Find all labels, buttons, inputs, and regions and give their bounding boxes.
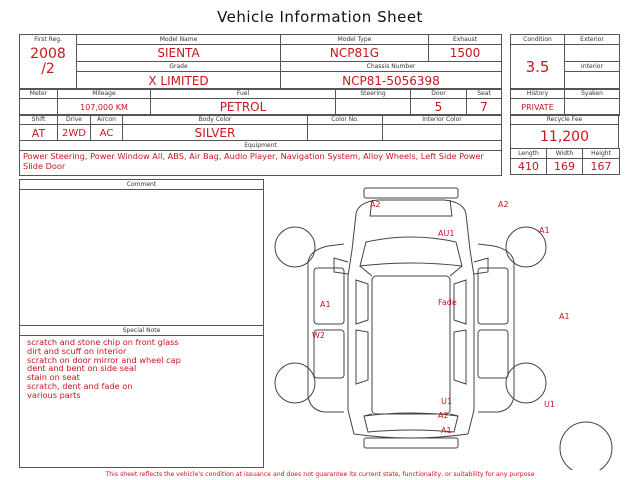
main-info-table [19, 34, 502, 90]
damage-mark: A1 [539, 226, 550, 235]
damage-mark: A2 [498, 200, 509, 209]
meter-label: Meter [20, 89, 58, 99]
special-note-line: scratch on door mirror and wheel cap [27, 354, 181, 365]
height-value: 167 [583, 159, 620, 175]
door-label: Door [411, 89, 467, 99]
body-color-label: Body Color [123, 115, 308, 125]
length-value: 410 [511, 159, 547, 175]
aircon-value: AC [91, 125, 123, 142]
disclaimer-footer: This sheet reflects the vehicle's condition at issuance and does not guarantee its current state, functionality, or suitability for any purpose [105, 471, 535, 478]
color-no-label: Color No. [308, 115, 383, 125]
seat-value: 7 [467, 99, 502, 116]
exterior-label: Exterior [565, 35, 620, 45]
condition-label: Condition [511, 35, 565, 45]
sheet-title: Vehicle Information Sheet [217, 8, 423, 26]
syaken-label: Syaken [565, 89, 620, 99]
model-type-label: Model Type [281, 35, 429, 45]
length-label: Length [511, 149, 547, 159]
special-note-line: dirt and scuff on interior [27, 345, 127, 356]
model-name-label: Model Name [77, 35, 281, 45]
special-note-line: various parts [27, 389, 81, 400]
dimensions-table [510, 148, 620, 175]
history-table [510, 88, 620, 116]
mileage-label: Mileage [58, 89, 151, 99]
fuel-value: PETROL [151, 99, 336, 116]
comment-box [19, 179, 264, 326]
model-name-value: SIENTA [77, 45, 281, 62]
damage-mark: AU1 [438, 229, 455, 238]
door-value: 5 [411, 99, 467, 116]
interior-label: Interior [565, 62, 620, 72]
damage-mark: A2 [370, 200, 381, 209]
car-damage-diagram [268, 180, 640, 470]
special-note-line: stain on seat [27, 372, 80, 383]
height-label: Height [583, 149, 620, 159]
damage-mark: U1 [441, 397, 452, 406]
special-note-box [19, 325, 264, 468]
damage-mark: U1 [544, 400, 555, 409]
steering-value [336, 99, 411, 116]
grade-value: X LIMITED [77, 72, 281, 90]
equipment-value: Power Steering, Power Window All, ABS, Air Bag, Audio Player, Navigation System, Alloy Wheels, Left Side Power Slide Door [23, 151, 484, 171]
exterior-value [565, 45, 620, 62]
equipment-label: Equipment [20, 141, 501, 151]
comment-label: Comment [20, 180, 263, 190]
equipment-box [19, 140, 502, 176]
mileage-value: 107,000 KM [58, 99, 151, 116]
first-reg-label: First Reg. [34, 36, 62, 43]
damage-mark: A1 [320, 300, 331, 309]
grade-label: Grade [77, 62, 281, 72]
first-reg-cell [20, 35, 77, 90]
condition-value: 3.5 [511, 45, 565, 90]
damage-mark: A1 [559, 312, 570, 321]
syaken-value [565, 99, 620, 116]
first-reg-year: 2008 [30, 46, 66, 62]
color-no-value [308, 125, 383, 142]
interior-color-value [383, 125, 502, 142]
damage-mark: W2 [312, 331, 325, 340]
special-note-text [20, 336, 263, 402]
spec-table-row3 [19, 88, 502, 116]
damage-mark: Fade [438, 298, 457, 307]
recycle-fee-value: 11,200 [511, 125, 619, 149]
fuel-label: Fuel [151, 89, 336, 99]
exhaust-label: Exhaust [429, 35, 502, 45]
steering-label: Steering [336, 89, 411, 99]
history-value: PRIVATE [511, 99, 565, 116]
seat-label: Seat [467, 89, 502, 99]
width-label: Width [547, 149, 583, 159]
spec-table-row4 [19, 114, 502, 142]
shift-value: AT [20, 125, 58, 142]
recycle-fee-label: Recycle Fee [511, 115, 619, 125]
model-type-value: NCP81G [281, 45, 429, 62]
aircon-label: Aircon [91, 115, 123, 125]
history-label: History [511, 89, 565, 99]
special-note-label: Special Note [20, 326, 263, 336]
shift-label: Shift [20, 115, 58, 125]
first-reg-month: /2 [41, 61, 55, 77]
damage-mark: A1 [441, 426, 452, 435]
body-color-value: SILVER [123, 125, 308, 142]
special-note-line: scratch, dent and fade on [27, 380, 133, 391]
exhaust-value: 1500 [429, 45, 502, 62]
drive-label: Drive [58, 115, 91, 125]
interior-value [565, 72, 620, 90]
width-value: 169 [547, 159, 583, 175]
meter-value [20, 99, 58, 116]
recycle-table [510, 114, 619, 149]
comment-text [20, 190, 263, 194]
condition-table [510, 34, 620, 90]
special-note-line: dent and bent on side seal [27, 363, 137, 374]
interior-color-label: Interior Color [383, 115, 502, 125]
drive-value: 2WD [58, 125, 91, 142]
chassis-value: NCP81-5056398 [281, 72, 502, 90]
chassis-label: Chassis Number [281, 62, 502, 72]
special-note-line: scratch and stone chip on front glass [27, 337, 179, 347]
damage-mark: A2 [438, 411, 449, 420]
